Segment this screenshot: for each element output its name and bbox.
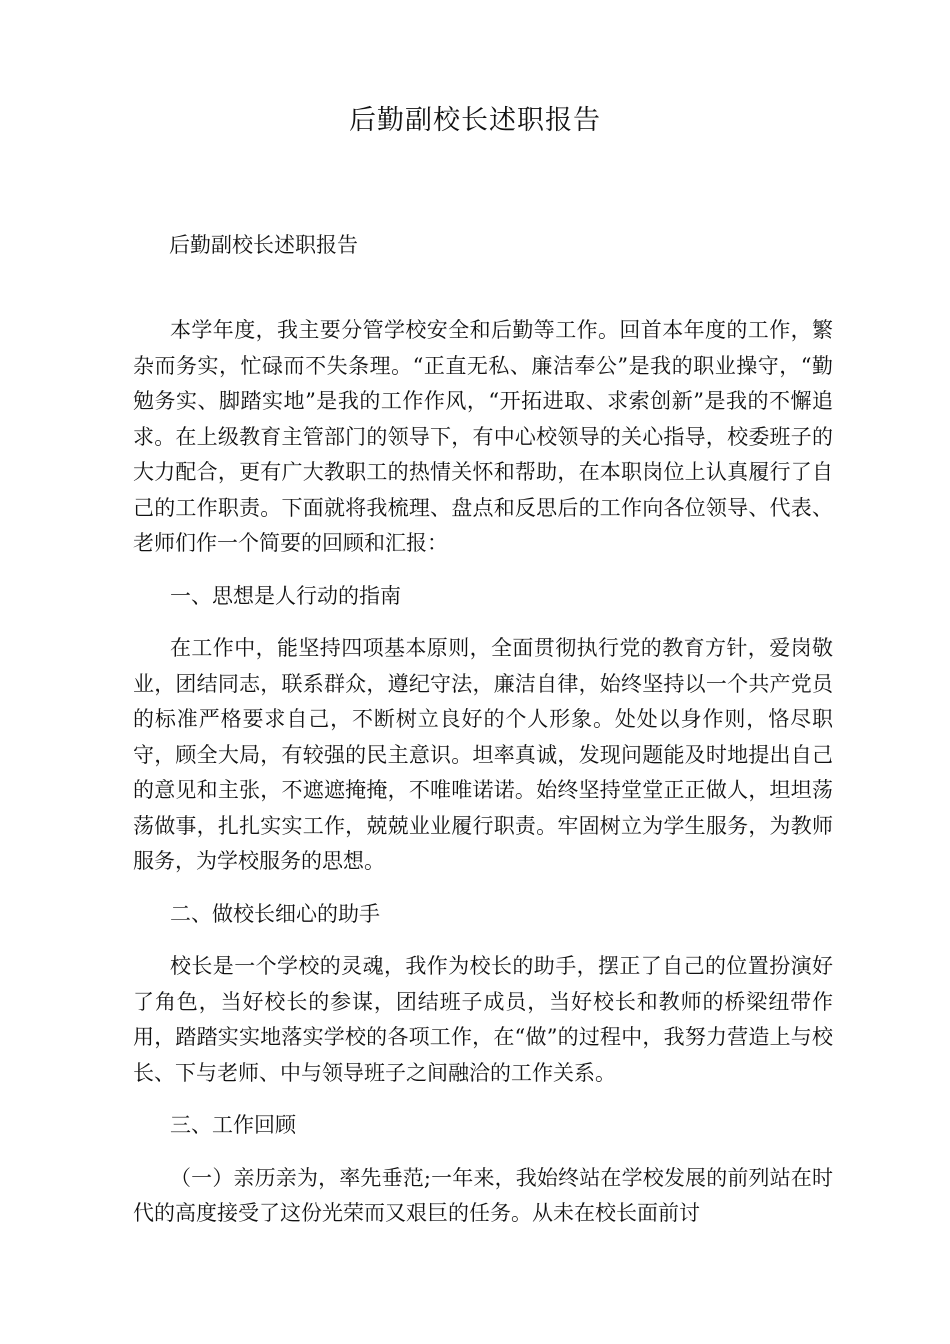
document-title: 后勤副校长述职报告 [349, 105, 601, 136]
section-heading-1: 一、思想是人行动的指南 [170, 583, 401, 608]
intro-paragraph: 本学年度，我主要分管学校安全和后勤等工作。回首本年度的工作，繁杂而务实，忙碌而不失条理。“正直无私、廉洁奉公”是我的职业操守，“勤勉务实、脚踏实地”是我的工作作风，“开拓进取、求索创新”是我的不懈追求。在上级教育主管部门的领导下，有中心校领导的关心指导，校委班子的大力配合，更有广大教职工的热情关怀和帮助，在本职岗位上认真履行了自己的工作职责。下面就将我梳理、盘点和反思后的工作向各位领导、代表、老师们作一个简要的回顾和汇报： [133, 318, 833, 555]
section-heading-3: 三、工作回顾 [170, 1113, 296, 1137]
section-heading-2: 二、做校长细心的助手 [170, 901, 380, 926]
section-3-paragraph: （一）亲历亲为，率先垂范;一年来，我始终站在学校发展的前列站在时代的高度接受了这份光荣而又艰巨的任务。从未在校长面前讨 [133, 1165, 833, 1225]
section-1-paragraph: 在工作中，能坚持四项基本原则，全面贯彻执行党的教育方针，爱岗敬业，团结同志，联系群众，遵纪守法，廉洁自律，始终坚持以一个共产党员的标准严格要求自己，不断树立良好的个人形象。处处以身作则，恪尽职守，顾全大局，有较强的民主意识。坦率真诚，发现问题能及时地提出自己的意见和主张，不遮遮掩掩，不唯唯诺诺。始终坚持堂堂正正做人，坦坦荡荡做事，扎扎实实工作，兢兢业业履行职责。牢固树立为学生服务，为教师服务，为学校服务的思想。 [133, 636, 833, 873]
section-2-paragraph: 校长是一个学校的灵魂，我作为校长的助手，摆正了自己的位置扮演好了角色，当好校长的参谋，团结班子成员，当好校长和教师的桥梁纽带作用，踏踏实实地落实学校的各项工作，在“做”的过程中，我努力营造上与校长、下与老师、中与领导班子之间融洽的工作关系。 [133, 954, 833, 1085]
document-body [133, 313, 833, 1232]
document-subtitle: 后勤副校长述职报告 [169, 233, 358, 257]
